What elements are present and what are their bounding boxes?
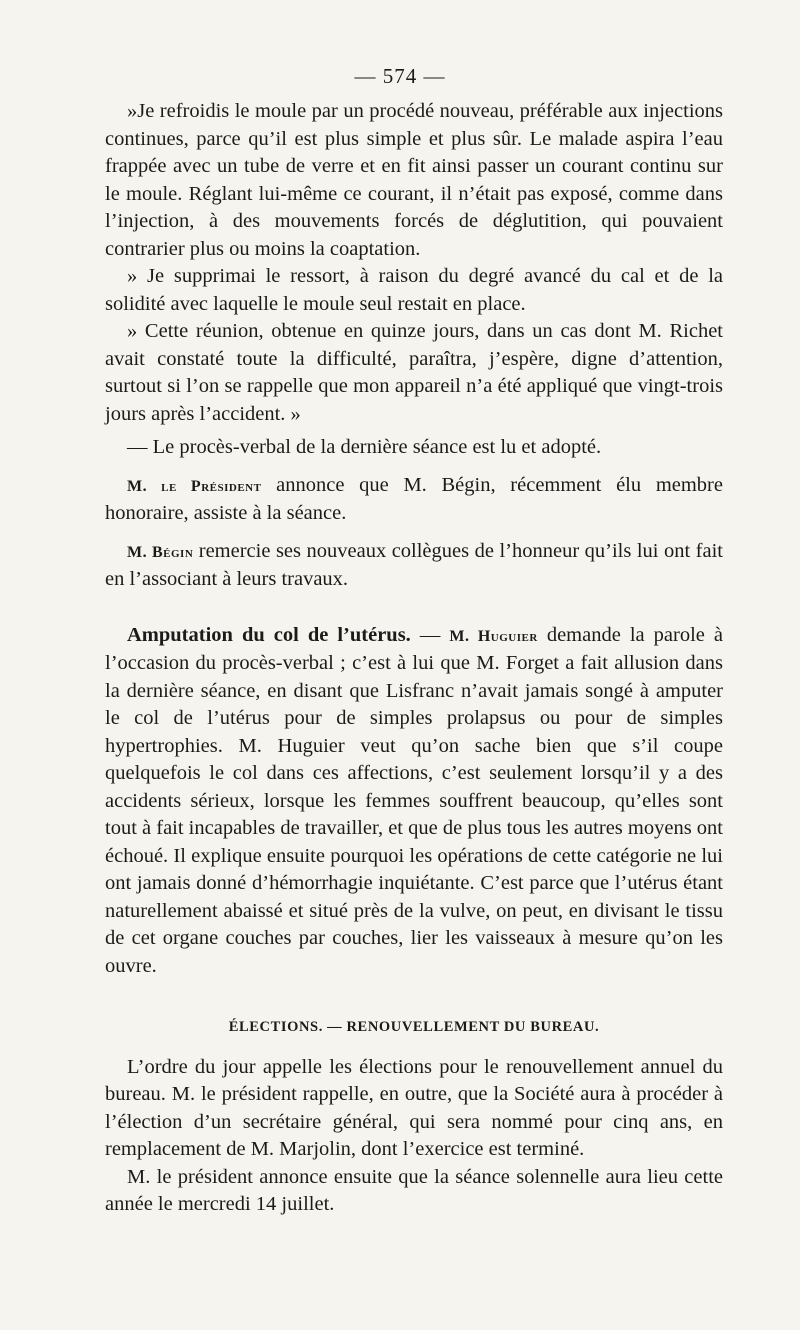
paragraph-spring-removal: » Je supprimai le ressort, à raison du degré avancé du cal et de la solidité avec laquelle le moule seul restait en place. xyxy=(105,265,723,315)
speaker-president: M. le Président xyxy=(127,477,262,495)
paragraph-reunion: » Cette réunion, obtenue en quinze jours, dans un cas dont M. Richet avait constaté toute la difficulté, paraîtra, j’espère, digne d’attention, surtout si l’on se rappelle que mon appareil n’a été appliqué que vingt-trois jours après l’accident. » xyxy=(105,320,723,425)
paragraph-begin-thanks xyxy=(105,538,723,594)
announcement-text: annonce que M. Bégin, récemment élu membre honoraire, assiste à la séance. xyxy=(105,473,723,524)
amputation-title: Amputation du col de l’utérus. xyxy=(127,623,411,646)
speaker-begin: M. Bégin xyxy=(127,543,194,561)
paragraph-elections: L’ordre du jour appelle les élections pour le renouvellement annuel du bureau. M. le président rappelle, en outre, que la Société aura à procéder à l’élection d’un secrétaire général, qui sera nommé pour cinq ans, en remplacement de M. Marjolin, dont l’exercice est terminé. xyxy=(105,1055,723,1160)
paragraph-cooling-mold: »Je refroidis le moule par un procédé nouveau, préférable aux injections continues, parce qu’il est plus simple et plus sûr. Le malade aspira l’eau frappée avec un tube de verre et en fit ainsi passer un courant continu sur le moule. Réglant lui-même ce courant, il n’était pas exposé, comme dans l’injection, à des mouvements forcés de déglutition, qui pouvaient contrarier plus ou moins la coaptation. xyxy=(105,100,723,260)
page-body xyxy=(105,98,723,1219)
section-heading: ÉLECTIONS. — RENOUVELLEMENT DU BUREAU. xyxy=(228,1019,600,1035)
page-number: — 574 — xyxy=(354,64,446,88)
thanks-text: remercie ses nouveaux collègues de l’honneur qu’ils lui ont fait en l’associant à leurs travaux. xyxy=(105,539,723,590)
paragraph-president-announcement xyxy=(105,472,723,528)
amputation-text: demande la parole à l’occasion du procès-verbal ; c’est à lui que M. Forget a fait allusion dans la dernière séance, en disant que Lisfranc n’avait jamais songé à amputer le col de l’utérus pour de simples prolapsus ou pour de simples hypertrophies. M. Huguier veut qu’on sache bien que s’il coupe quelquefois le col dans ces affections, c’est seulement lorsqu’il y a des accidents sérieux, lorsque les femmes souffrent beaucoup, qu’elles sont tout à fait incapables de travailler, et que de plus tous les autres moyens ont échoué. Il explique ensuite pourquoi les opérations de cette catégorie ne lui ont jamais donné d’hémorrhagie inquiétante. C’est parce que l’utérus étant naturellement abaissé et situé près de la vulve, on peut, en divisant le tissu de cet organe couches par couches, lier les vaisseaux à mesure qu’on les ouvre. xyxy=(105,623,723,977)
paragraph-amputation xyxy=(105,622,723,981)
amputation-dash: — xyxy=(410,623,450,646)
paragraph-solemn-session: M. le président annonce ensuite que la séance solennelle aura lieu cette année le mercredi 14 juillet. xyxy=(105,1165,723,1215)
speaker-huguier: M. Huguier xyxy=(449,627,538,645)
paragraph-minutes-adopted: — Le procès-verbal de la dernière séance est lu et adopté. xyxy=(127,436,602,458)
